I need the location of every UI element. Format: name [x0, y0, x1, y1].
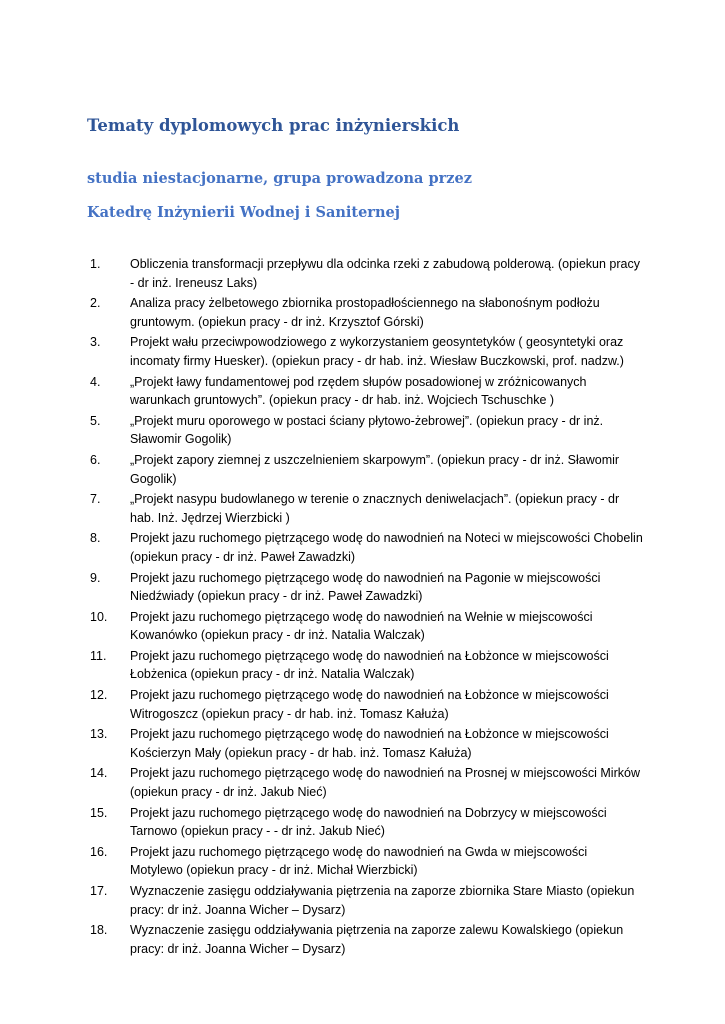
list-item	[0, 843, 643, 880]
list-item	[0, 412, 643, 449]
list-item	[0, 725, 643, 762]
subtitle-study-mode: studia niestacjonarne, grupa prowadzona przez	[87, 170, 472, 187]
list-item-text: Projekt jazu ruchomego piętrzącego wodę do nawodnień na Dobrzycy w miejscowości Tarnowo (opiekun pracy - - dr inż. Jakub Nieć)	[130, 805, 607, 839]
list-item	[0, 647, 643, 684]
list-item-number: 2.	[90, 296, 101, 311]
list-item-number: 10.	[90, 609, 108, 624]
list-item	[0, 255, 643, 292]
list-item-number: 14.	[90, 766, 108, 781]
list-item-number: 8.	[90, 531, 101, 546]
list-item	[0, 569, 643, 606]
list-item	[0, 490, 643, 527]
list-item-number: 12.	[90, 688, 108, 703]
list-item-text: Projekt jazu ruchomego piętrzącego wodę do nawodnień na Pagonie w miejscowości Niedźwiady (opiekun pracy - dr inż. Paweł Zawadzki)	[130, 570, 601, 604]
list-item-number: 11.	[90, 648, 107, 663]
list-item-text: „Projekt muru oporowego w postaci ściany płytowo-żebrowej”. (opiekun pracy - dr inż. Sławomir Gogolik)	[130, 413, 604, 447]
list-item-text: Projekt jazu ruchomego piętrzącego wodę do nawodnień na Łobżonce w miejscowości Witrogoszcz (opiekun pracy - dr hab. inż. Tomasz Kałuża)	[130, 688, 609, 721]
list-item	[0, 764, 643, 801]
list-item-text: Wyznaczenie zasięgu oddziaływania piętrzenia na zaporze zalewu Kowalskiego (opiekun pracy: dr inż. Joanna Wicher – Dysarz)	[130, 923, 624, 956]
list-item	[0, 333, 643, 370]
list-item-text: Obliczenia transformacji przepływu dla odcinka rzeki z zabudową polderową. (opiekun pracy - dr inż. Ireneusz Laks)	[130, 257, 640, 290]
list-item-number: 17.	[90, 884, 108, 898]
list-item-number: 1.	[90, 257, 101, 271]
list-item-text: Projekt jazu ruchomego piętrzącego wodę do nawodnień na Gwda w miejscowości Motylewo (opiekun pracy - dr inż. Michał Wierzbicki)	[130, 844, 588, 878]
list-item-text: Analiza pracy żelbetowego zbiornika prostopadłościennego na słabonośnym podłożu gruntowym. (opiekun pracy - dr inż. Krzysztof Górski)	[130, 296, 600, 329]
list-item	[0, 529, 643, 566]
list-item-number: 5.	[90, 413, 101, 428]
list-item-text: „Projekt nasypu budowlanego w terenie o znacznych deniwelacjach”. (opiekun pracy - dr hab. Inż. Jędrzej Wierzbicki )	[130, 492, 620, 525]
list-item-text: Projekt jazu ruchomego piętrzącego wodę do nawodnień na Prosnej w miejscowości Mirków (opiekun pracy - dr inż. Jakub Nieć)	[130, 766, 640, 800]
topics-list	[0, 255, 725, 960]
list-item	[0, 804, 643, 841]
list-item-number: 15.	[90, 805, 108, 820]
list-item-text: Projekt wału przeciwpowodziowego z wykorzystaniem geosyntetyków ( geosyntetyki oraz incomaty firmy Huesker). (opiekun pracy - dr hab. inż. Wiesław Buczkowski, prof. nadzw.)	[130, 335, 624, 368]
list-item-number: 6.	[90, 452, 101, 467]
subtitle-department: Katedrę Inżynierii Wodnej i Saniternej	[87, 204, 400, 221]
list-item-number: 16.	[90, 844, 108, 859]
list-item-number: 4.	[90, 374, 101, 389]
list-item-text: Wyznaczenie zasięgu oddziaływania piętrzenia na zaporze zbiornika Stare Miasto (opiekun pracy: dr inż. Joanna Wicher – Dysarz)	[130, 884, 635, 917]
list-item-number: 13.	[90, 727, 108, 742]
list-item-text: „Projekt zapory ziemnej z uszczelnieniem skarpowym”. (opiekun pracy - dr inż. Sławomir Gogolik)	[130, 452, 620, 486]
list-item	[0, 882, 643, 919]
list-item	[0, 294, 643, 331]
list-item	[0, 686, 643, 723]
list-item	[0, 921, 643, 958]
list-item	[0, 373, 643, 410]
document-title: Tematy dyplomowych prac inżynierskich	[87, 116, 460, 135]
list-item-text: Projekt jazu ruchomego piętrzącego wodę do nawodnień na Łobżonce w miejscowości Łobżenica (opiekun pracy - dr inż. Natalia Walczak)	[130, 648, 609, 682]
list-item-number: 18.	[90, 923, 108, 938]
list-item	[0, 608, 643, 645]
list-item-text: Projekt jazu ruchomego piętrzącego wodę do nawodnień na Łobżonce w miejscowości Kościerzyn Mały (opiekun pracy - dr hab. inż. Tomasz Kałuża)	[130, 727, 609, 760]
list-item-number: 3.	[90, 335, 101, 350]
list-item-number: 7.	[90, 492, 101, 507]
list-item-number: 9.	[90, 570, 101, 585]
list-item-text: „Projekt ławy fundamentowej pod rzędem słupów posadowionej w zróżnicowanych warunkach gruntowych”. (opiekun pracy - dr hab. inż. Wojciech Tschuschke )	[130, 374, 587, 408]
list-item-text: Projekt jazu ruchomego piętrzącego wodę do nawodnień na Wełnie w miejscowości Kowanówko (opiekun pracy - dr inż. Natalia Walczak)	[130, 609, 593, 643]
list-item	[0, 451, 643, 488]
list-item-text: Projekt jazu ruchomego piętrzącego wodę do nawodnień na Noteci w miejscowości Chobelin (opiekun pracy - dr inż. Paweł Zawadzki)	[130, 531, 643, 564]
